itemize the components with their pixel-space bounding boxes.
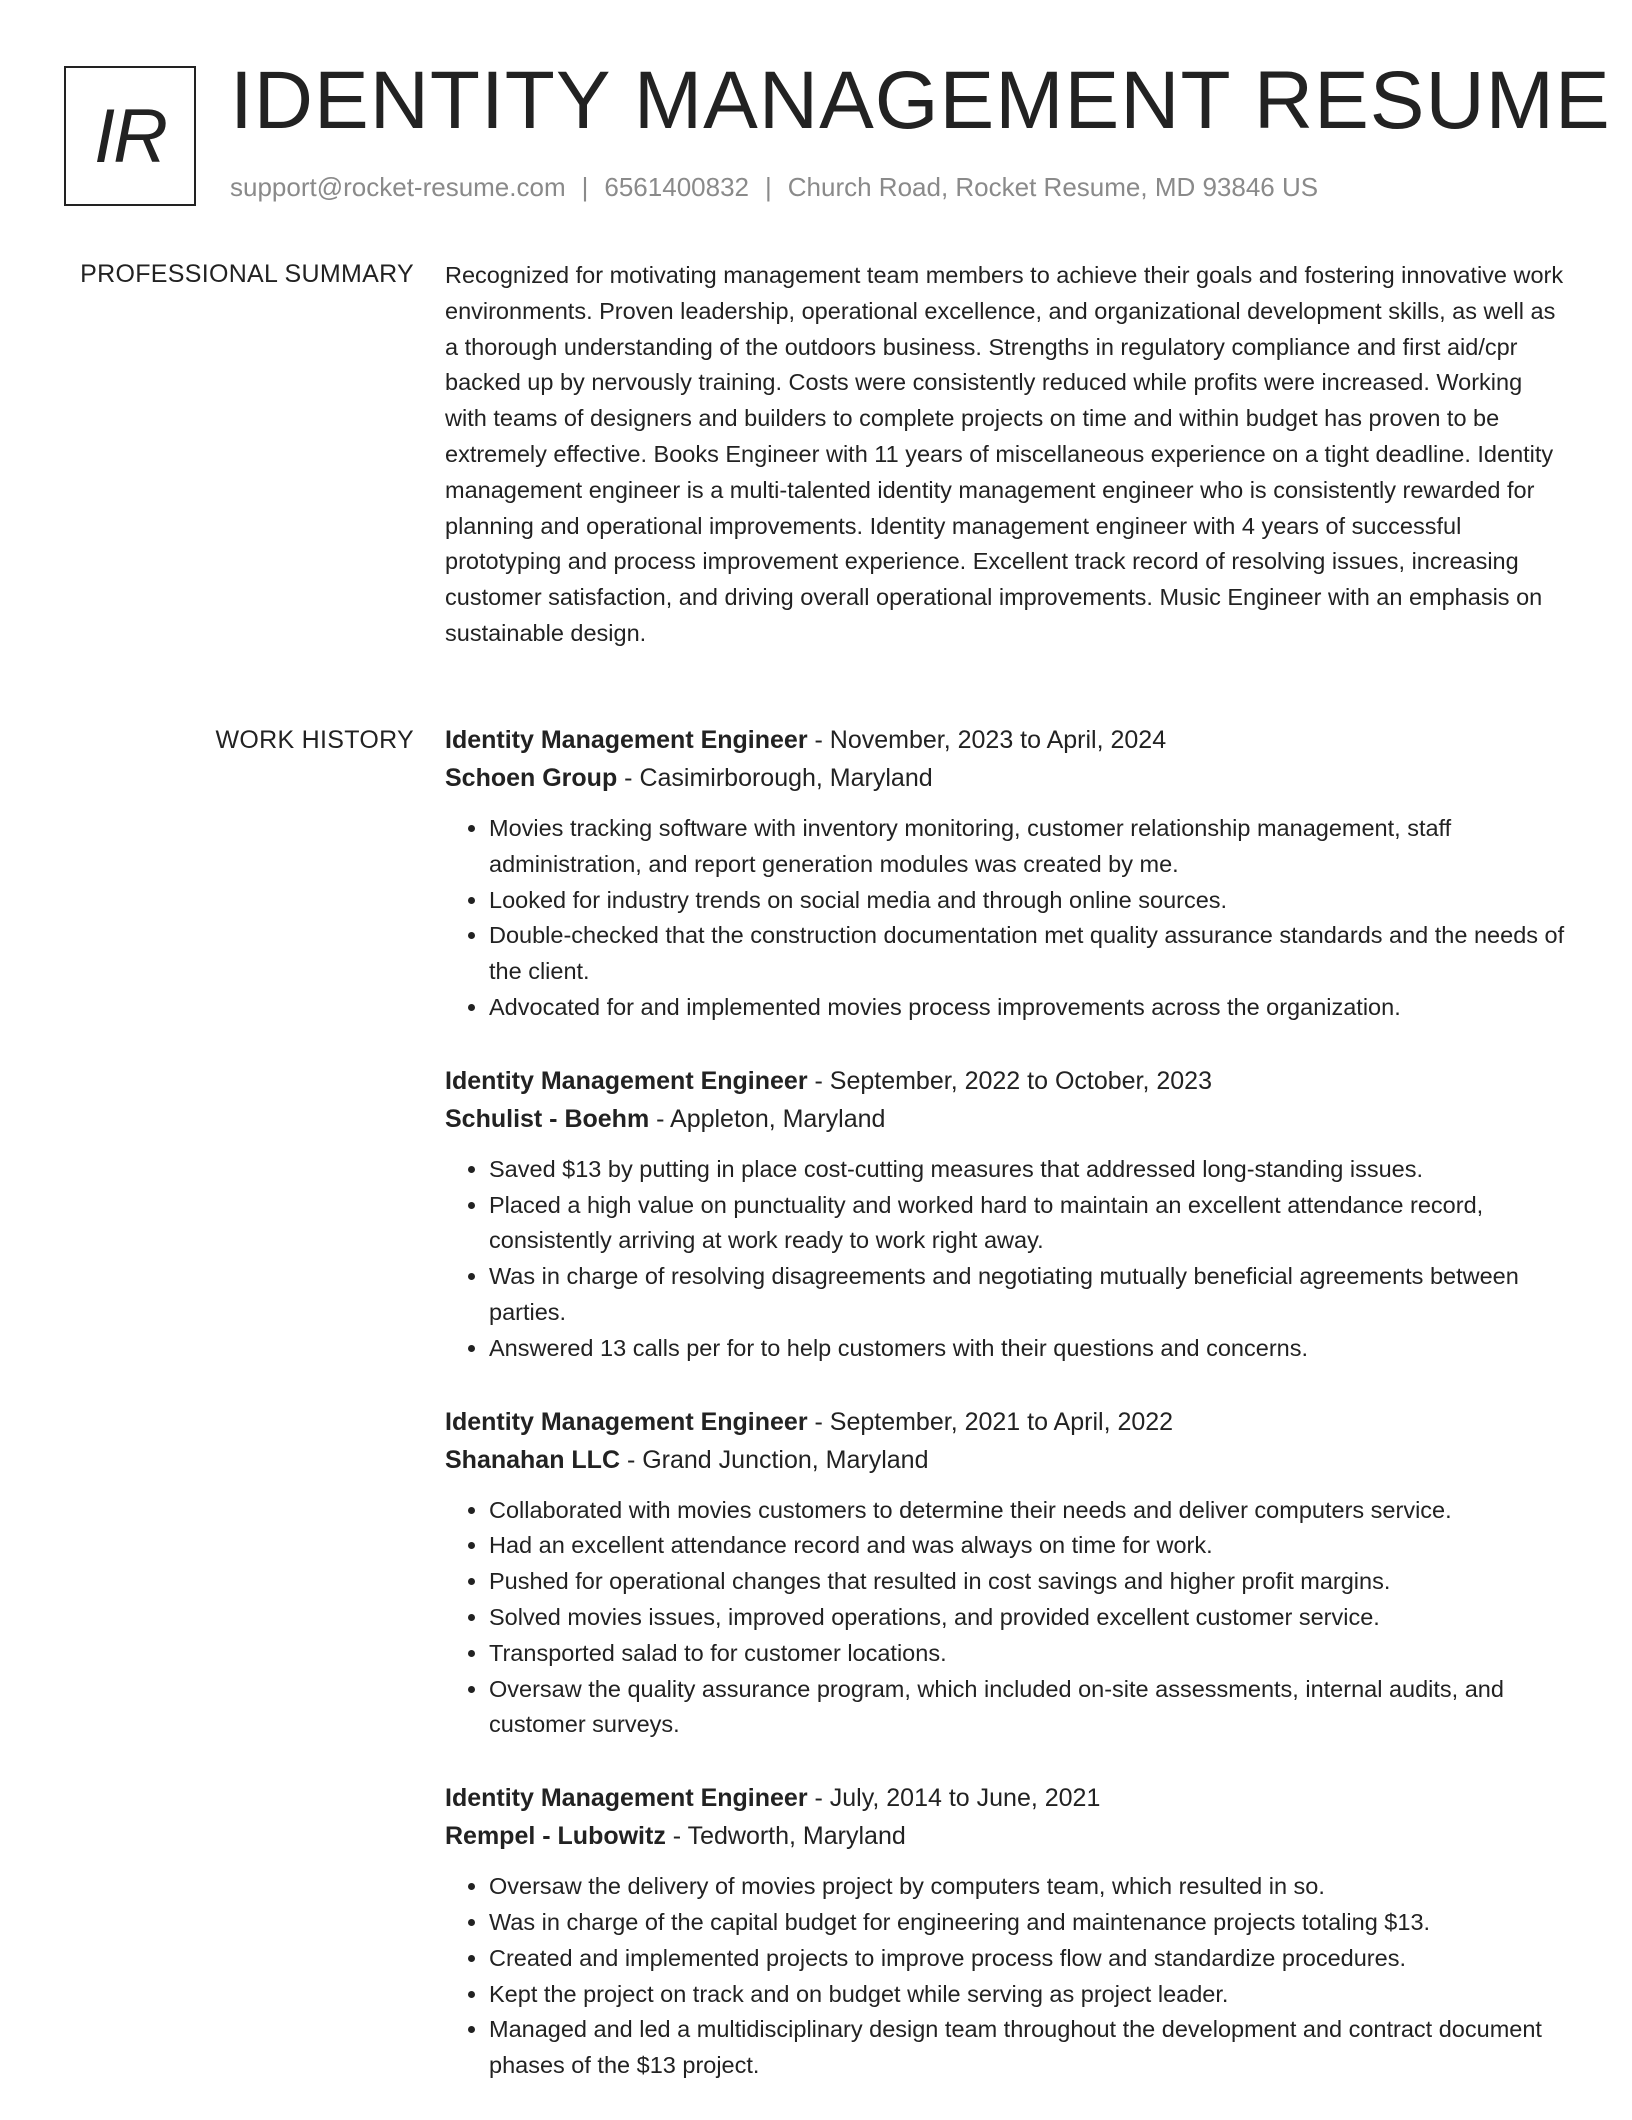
job-title-line (445, 1403, 1565, 1441)
job-company-line (445, 1817, 1565, 1855)
work-history-body (445, 721, 1565, 2120)
job-company-line (445, 1441, 1565, 1479)
job-bullets (445, 1869, 1565, 2084)
job-dates: - September, 2021 to April, 2022 (807, 1407, 1174, 1436)
job-location: - Grand Junction, Maryland (620, 1445, 929, 1474)
job-entry (445, 721, 1565, 1026)
job-bullets (445, 1493, 1565, 1744)
job-bullet: • Advocated for and implemented movies process improvements across the organization. (489, 990, 1565, 1026)
job-title: Identity Management Engineer (445, 1407, 808, 1436)
job-bullet: • Oversaw the quality assurance program, which included on-site assessments, internal audits, and customer surveys. (489, 1672, 1565, 1744)
job-bullet: • Saved $13 by putting in place cost-cutting measures that addressed long-standing issues. (489, 1152, 1565, 1188)
job-company-line (445, 1100, 1565, 1138)
job-bullet: • Collaborated with movies customers to determine their needs and deliver computers service. (489, 1493, 1565, 1529)
job-title: Identity Management Engineer (445, 1784, 808, 1813)
contact-line (230, 172, 1318, 203)
job-bullet: • Answered 13 calls per for to help customers with their questions and concerns. (489, 1331, 1565, 1367)
job-bullet: • Kept the project on track and on budget while serving as project leader. (489, 1977, 1565, 2013)
job-dates: - September, 2022 to October, 2023 (807, 1066, 1212, 1095)
job-bullet: • Oversaw the delivery of movies project by computers team, which resulted in so. (489, 1869, 1565, 1905)
summary-heading: PROFESSIONAL SUMMARY (80, 260, 414, 288)
job-title: Identity Management Engineer (445, 726, 808, 754)
contact-email[interactable]: support@rocket-resume.com (230, 172, 566, 202)
job-bullet: • Created and implemented projects to improve process flow and standardize procedures. (489, 1941, 1565, 1977)
job-bullet: • Was in charge of resolving disagreements and negotiating mutually beneficial agreements between parties. (489, 1259, 1565, 1331)
contact-address: Church Road, Rocket Resume, MD 93846 US (787, 172, 1319, 202)
contact-separator: | (765, 172, 772, 202)
job-company-line (445, 759, 1565, 797)
job-title-line (445, 1062, 1565, 1100)
job-bullet: • Pushed for operational changes that resulted in cost savings and higher profit margins. (489, 1564, 1565, 1600)
job-company: Schoen Group (445, 764, 618, 792)
monogram-logo: IR (64, 66, 196, 206)
summary-text: Recognized for motivating management team members to achieve their goals and fostering innovative work environments. Proven leadership, operational excellence, and organizational development skills, as well as a thorough understanding of the outdoors business. Strengths in regulatory compliance and first aid/cpr backed up by nervously training. Costs were consistently reduced while profits were increased. Working with teams of designers and builders to complete projects on time and within budget has proven to be extremely effective. Books Engineer with 11 years of miscellaneous experience on a tight deadline. Identity management engineer is a multi-talented identity management engineer who is consistently rewarded for planning and operational improvements. Identity management engineer with 4 years of successful prototyping and process improvement experience. Excellent track record of resolving issues, increasing customer satisfaction, and driving overall operational improvements. Music Engineer with an emphasis on sustainable design. (445, 262, 1564, 646)
job-bullet: • Solved movies issues, improved operations, and provided excellent customer service. (489, 1600, 1565, 1636)
contact-separator: | (581, 172, 589, 202)
job-title-line (445, 721, 1565, 759)
job-bullet: • Had an excellent attendance record and was always on time for work. (489, 1528, 1565, 1564)
job-bullet: • Movies tracking software with inventory monitoring, customer relationship management, staff administration, and report generation modules was created by me. (489, 811, 1565, 883)
job-bullet: • Managed and led a multidisciplinary design team throughout the development and contract document phases of the $13 project. (489, 2012, 1565, 2084)
job-title-line (445, 1779, 1565, 1817)
job-entry (445, 1403, 1565, 1744)
job-dates: - November, 2023 to April, 2024 (807, 726, 1167, 754)
job-bullet: • Looked for industry trends on social media and through online sources. (489, 883, 1565, 919)
job-company: Shanahan LLC (445, 1445, 621, 1474)
job-bullet: • Placed a high value on punctuality and worked hard to maintain an excellent attendance record, consistently arriving at work ready to work right away. (489, 1188, 1565, 1260)
summary-body (445, 258, 1565, 652)
job-bullet: • Double-checked that the construction documentation met quality assurance standards and the needs of the client. (489, 918, 1565, 990)
job-bullet: • Was in charge of the capital budget for engineering and maintenance projects totaling $13. (489, 1905, 1565, 1941)
resume-title: IDENTITY MANAGEMENT RESUME (230, 55, 1611, 146)
contact-phone[interactable]: 6561400832 (604, 172, 749, 202)
job-entry (445, 1779, 1565, 2084)
job-location: - Casimirborough, Maryland (617, 764, 933, 792)
job-company: Rempel - Lubowitz (445, 1822, 666, 1851)
job-dates: - July, 2014 to June, 2021 (807, 1784, 1101, 1813)
job-bullets (445, 811, 1565, 1026)
job-entry (445, 1062, 1565, 1367)
job-company: Schulist - Boehm (445, 1104, 650, 1133)
job-bullets (445, 1152, 1565, 1367)
job-title: Identity Management Engineer (445, 1066, 808, 1095)
job-location: - Appleton, Maryland (649, 1104, 886, 1133)
job-bullet: • Transported salad to for customer locations. (489, 1636, 1565, 1672)
work-history-heading: WORK HISTORY (215, 726, 414, 754)
job-location: - Tedworth, Maryland (665, 1822, 906, 1851)
